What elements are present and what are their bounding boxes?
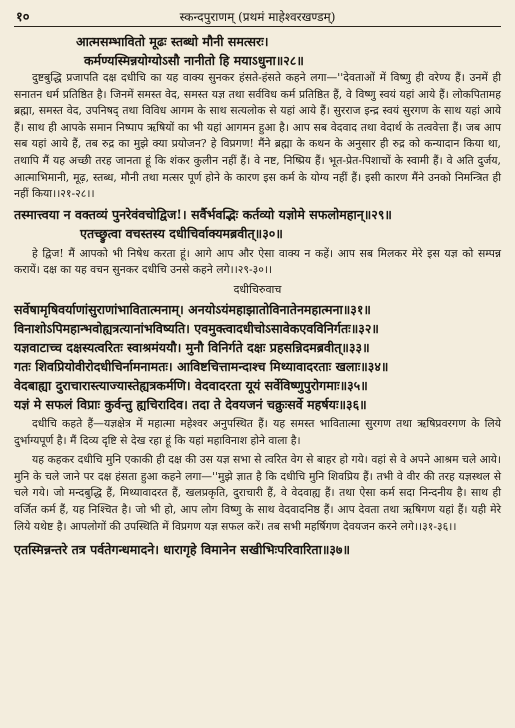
verse-line: वेदबाह्या दुराचारास्त्याज्यास्तेह्यत्रकर्मणि। वेदवादरता यूयं सर्वेविष्णुपुरोगमाः॥३५॥ bbox=[14, 377, 368, 393]
verse-line: यज्ञं मे सफलं विप्राः कुर्वन्तु ह्यचिरादिव। तदा ते देवयजनं चक्रुःसर्वे महर्षयः॥३६॥ bbox=[14, 396, 367, 412]
translation-paragraph: यह कहकर दधीचि मुनि एकाकी ही दक्ष की उस यज्ञ सभा से त्वरित वेग से बाहर हो गये। वहां से वे अपने आश्रम चले आये। मुनि के चले जाने पर दक्ष हंसता हुआ कहने लगा—''मुझे ज्ञात है कि दधीचि मुनि शिवप्रिय हैं। तभी वे वीर की तरह यज्ञस्थल से चले गये। जो मन्दबुद्धि हैं, मिथ्यावादरत हैं, खलप्रकृति, दुराचारी हैं, वे वेदवाह्य हैं। तथा ऐसा कर्म सदा निन्दनीय है। साथ ही वर्जित कर्म हैं, यह निश्चित है। जो भी हो, आप लोग विष्णु के साथ वेदवादनिष्ठ हैं। आप देवता तथा ऋषिगण यहां हैं। यही मेरे लिये यथेष्ट है। आपलोगों की उपस्थिति में विप्रगण यज्ञ सफल करें। तब सभी महर्षिगण देवयजन करने लगे।।३१-३६।। bbox=[14, 453, 502, 533]
page-number: १० bbox=[16, 10, 30, 25]
verse-line: यज्ञवाटाच्च दक्षस्यत्वरितः स्वाश्रमंययौ। मुनौ विनिर्गते दक्षः प्रहसन्निदमब्रवीत्॥३३॥ bbox=[14, 339, 370, 355]
verse-line: तस्मात्त्वया न वक्तव्यं पुनरेवंवचोद्विज!। सर्वैर्भवद्भिः कर्तव्यो यज्ञोमे सफलोमहान्॥२९॥ bbox=[14, 206, 392, 222]
verse-line: कर्मण्यस्मिन्नयोग्योऽसौ नानीतो हि मयाऽधुना॥२८॥ bbox=[84, 53, 304, 68]
running-title: स्कन्दपुराणम् (प्रथमं माहेश्वरखण्डम्) bbox=[179, 10, 336, 24]
verse-line: विनाशोऽपिमहान्भवोह्यत्रत्यानांभविष्यति। एवमुक्त्वादधीचोऽसावेकएवविनिर्गतः॥३२॥ bbox=[14, 320, 379, 336]
translation-paragraph: हे द्विज! मैं आपको भी निषेध करता हूं। आगे आप और ऐसा वाक्य न कहें। आप सब मिलकर मेरे इस यज्ञ को सम्पन्न करायें। दक्ष का यह वचन सुनकर दधीचि उनसे कहने लगे।।२९-३०।। bbox=[14, 246, 501, 277]
verse-line: एतस्मिन्नन्तरे तत्र पर्वतेगन्धमादने। धारागृहे विमानेन सखीभिःपरिवारिता॥३७॥ bbox=[14, 542, 351, 558]
speaker-heading: दधीचिरुवाच bbox=[233, 282, 282, 296]
verse-line: गतः शिवप्रियोवीरोदधीचिर्नामनामतः। आविष्टचित्तामन्दाश्च मिथ्यावादरताः खलाः॥३४॥ bbox=[14, 358, 389, 374]
page-header bbox=[14, 6, 501, 27]
translation-paragraph: दधीचि कहते हैं—यज्ञक्षेत्र में महात्मा महेश्वर अनुपस्थित हैं। यह समस्त भावितात्मा सुरगण तथा ऋषिप्रवरगण के लिये दुर्भाग्यपूर्ण है। मैं दिव्य दृष्टि से देख रहा हूं कि यहां महाविनाश होने वाला है। bbox=[14, 416, 501, 447]
verse-line: सर्वेषामृषिवर्याणांसुराणांभावितात्मनाम्। अनयोऽयंमहाझातोविनातेनमहात्मना॥३१॥ bbox=[14, 301, 371, 317]
verse-line: एतच्छ्रुत्वा वचस्तस्य दधीचिर्वाक्यमब्रवीत्॥३०॥ bbox=[80, 225, 283, 241]
verse-line: आत्मसम्भावितो मूढः स्तब्धो मौनी समत्सरः। bbox=[76, 34, 269, 49]
translation-paragraph: दुष्टबुद्धि प्रजापति दक्ष दधीचि का यह वाक्य सुनकर हंसते-हंसते कहने लगा—''देवताओं में विष्णु ही वरेण्य हैं। उनमें ही सनातन धर्म प्रतिष्ठित है। जिनमें समस्त वेद, समस्त यज्ञ तथा सर्वविध कर्म प्रतिष्ठित हैं, वे विष्णु स्वयं यहां आये हैं। लोकपितामह ब्रह्मा, समस्त वेद, उपनिषद् तथा विविध आगम के साथ सत्यलोक से यहां आये हैं। सुरराज इन्द्र स्वयं सुरगण के साथ यहां आये हैं। साथ ही आपके समान निष्पाप ऋषियों का भी यहां आगमन हुआ है। आप सब वेदवाद तथा वेदार्थ के तत्ववेत्ता हैं। जब आप सब यहां आये हैं, तब रुद्र का मुझे क्या प्रयोजन? हे विप्रगण! मैंने ब्रह्मा के कथन के अनुसार ही रुद्र को कन्यादान किया था, तथापि मैं यह अच्छी तरह जानता हूं कि शंकर कुलीन नहीं हैं। वे नष्ट, निष्प्रिय हैं। भूत-प्रेत-पिशाचों के स्वामी हैं। वे अति दुर्जय, आत्माभिमानी, मूढ़, स्तब्ध, मौनी तथा मत्सर पूर्ण होने के कारण इस कर्म के योग्य नहीं हैं। इसी कारण मैंने उनको निमन्त्रित ही नहीं किया।।२१-२८।। bbox=[14, 71, 501, 201]
